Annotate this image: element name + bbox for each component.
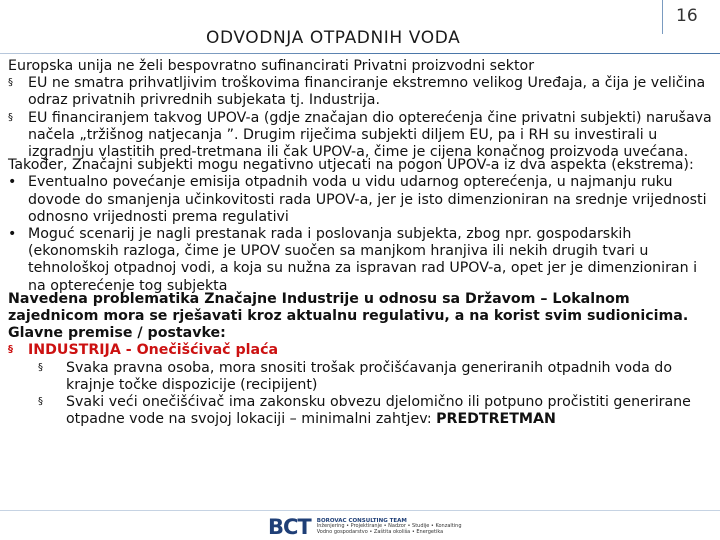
- bct-logo-mark: BCT: [268, 515, 311, 539]
- predtretman-emphasis: PREDTRETMAN: [436, 411, 556, 428]
- list-item: [8, 342, 714, 359]
- square-bullet-icon: §: [8, 111, 13, 123]
- eu-point-1: EU ne smatra prihvatljivim troškovima financiranje ekstremno velikog Uređaja, a čija je veličina odraz privatnih privrednih subjekata tj. Industrija.: [28, 75, 706, 109]
- problem-statement: Navedena problematika Značajne Industrije u odnosu sa Državom – Lokalnom zajednicom mora se rješavati kroz aktualnu regulativu, a na korist svim sudionicima.: [8, 290, 689, 325]
- list-item: [28, 394, 714, 428]
- logo-tagline-2: Vodno gospodarstvo • Zaštita okoliša • Energetika: [316, 528, 444, 535]
- dot-bullet-icon: •: [8, 174, 17, 191]
- list-item: [8, 110, 714, 162]
- logo-company-name: BOROVAC CONSULTING TEAM: [316, 517, 407, 524]
- square-bullet-icon: §: [38, 361, 43, 373]
- footer-divider: [0, 510, 720, 511]
- industry-point-2: Svaki veći onečišćivač ima zakonsku obvezu djelomično ili potpuno pročistiti generirane otpadne vode na svojoj lokaciji – minimalni zahtjev:: [66, 394, 691, 428]
- impact-point-1: Eventualno povećanje emisija otpadnih voda u vidu udarnog opterećenja, u najmanju ruku dovode do smanjenja učinkovitosti rada UPOV-a, jer je isto dimenzioniran na srednje vrijednosti odnosno vrijednosti prema regulativi: [28, 174, 707, 225]
- impact-point-2: Moguć scenarij je nagli prestanak rada i poslovanja subjekta, zbog npr. gospodarskih (ekonomskih razloga, čime je UPOV suočen sa manjkom hranjiva ili nekih drugih tvari u tehnološkoj otpadnoj vodi, a koja su nužna za ispravan rad UPOV-a, opet jer je dimenzioniran i na opterećenje tog subjekta: [28, 226, 698, 294]
- logo-text-block: [317, 519, 467, 536]
- list-item: [8, 174, 714, 226]
- square-bullet-icon: §: [8, 77, 13, 89]
- industry-point-1: Svaka pravna osoba, mora snositi trošak pročišćavanja generiranih otpadnih voda do krajnje točke dispozicije (recipijent): [66, 359, 672, 393]
- slide-title: ODVODNJA OTPADNIH VODA: [206, 28, 461, 48]
- slide-content: [8, 58, 714, 428]
- title-underline: [0, 53, 720, 54]
- industry-heading: INDUSTRIJA - Onečišćivač plaća: [28, 342, 279, 359]
- list-item: [28, 360, 714, 394]
- intro-text: Europska unija ne želi bespovratno sufinancirati Privatni proizvodni sektor: [8, 58, 535, 74]
- premise-heading: Glavne premise / postavke:: [8, 325, 226, 342]
- impact-intro: Također, Značajni subjekti mogu negativno utjecati na pogon UPOV-a iz dva aspekta (ekstrema):: [8, 157, 694, 174]
- logo-tagline-1: Inženjering • Projektiranje • Nadzor • Studije • Konzalting: [316, 523, 462, 530]
- dot-bullet-icon: •: [8, 226, 17, 243]
- list-item: [8, 75, 714, 109]
- eu-point-2: EU financiranjem takvog UPOV-a (gdje značajan dio opterećenja čine privatni subjekti) narušava načela „tržišnog natjecanja ”. Drugim riječima subjekti diljem EU, pa i RH su investirali u izgradnju vlastitih pred-tretmana ili čak UPOV-a, čime je cijena konačnog proizvoda uvećana.: [28, 109, 712, 161]
- page-number-divider: [662, 0, 663, 34]
- square-bullet-icon: §: [38, 396, 43, 408]
- company-logo: [268, 517, 467, 537]
- page-number: 16: [676, 6, 698, 26]
- list-item: [8, 226, 714, 295]
- square-bullet-icon: §: [8, 344, 13, 356]
